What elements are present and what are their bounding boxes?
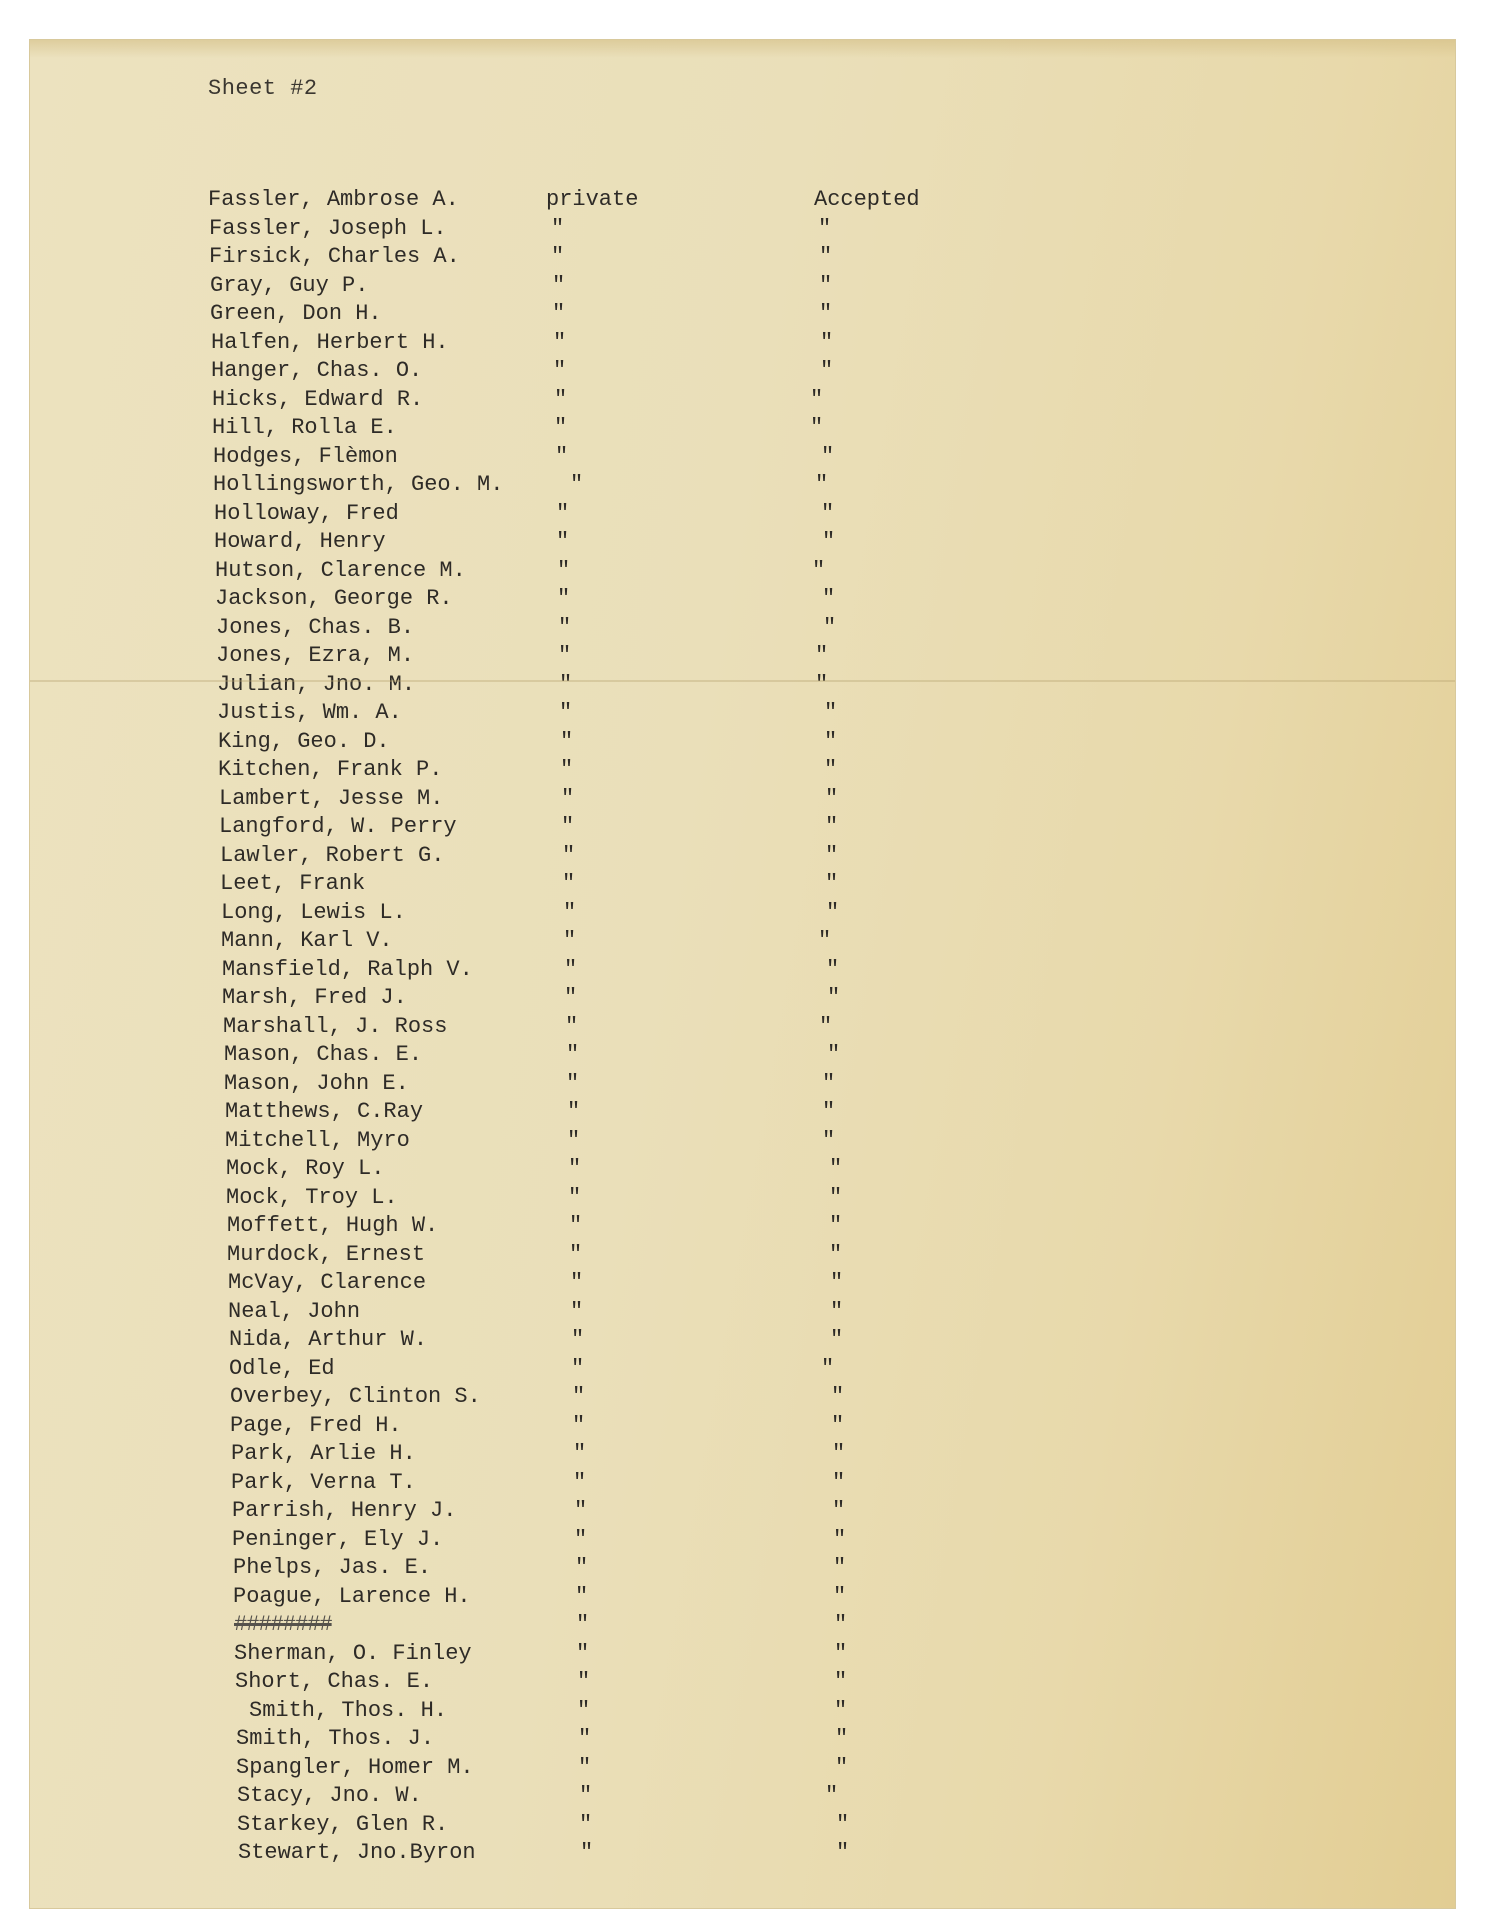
member-rank: " (575, 1583, 589, 1609)
member-status: " (829, 1241, 843, 1267)
member-name: Kitchen, Frank P. (218, 757, 443, 782)
member-rank: " (557, 557, 571, 583)
member-rank: private (546, 187, 639, 212)
member-status: " (822, 1127, 836, 1153)
member-name: Hill, Rolla E. (212, 415, 397, 440)
roster-row (208, 671, 1208, 700)
member-status: Accepted (814, 187, 920, 212)
roster-row (208, 1469, 1208, 1498)
member-status: " (820, 358, 834, 383)
member-name: Spangler, Homer M. (236, 1754, 474, 1780)
member-status: " (824, 757, 838, 782)
roster-row (208, 1383, 1208, 1412)
roster-row (208, 1668, 1208, 1697)
member-rank: " (560, 728, 574, 754)
roster-row (208, 614, 1208, 643)
member-rank: " (562, 842, 576, 868)
roster-list (208, 186, 1208, 1868)
roster-row (208, 243, 1208, 272)
roster-row (208, 1497, 1208, 1526)
member-rank: " (576, 1640, 590, 1666)
member-status: " (830, 1270, 844, 1295)
member-rank: " (554, 415, 568, 440)
member-rank: " (564, 985, 578, 1010)
member-name: Mitchell, Myro (225, 1127, 410, 1153)
member-rank: " (577, 1697, 591, 1723)
member-status: " (835, 1754, 849, 1780)
member-name: Mansfield, Ralph V. (222, 956, 473, 982)
roster-row (208, 585, 1208, 614)
member-name: Mann, Karl V. (221, 928, 393, 953)
member-name: Starkey, Glen R. (237, 1811, 449, 1837)
member-status: " (834, 1640, 848, 1666)
member-status: " (825, 814, 839, 839)
member-name: Marsh, Fred J. (222, 985, 407, 1010)
member-rank: " (556, 529, 570, 554)
member-rank: " (555, 443, 569, 469)
member-name: Jackson, George R. (215, 586, 453, 611)
member-name: Odle, Ed (229, 1355, 335, 1381)
roster-row (208, 1155, 1208, 1184)
member-name: Mason, Chas. E. (224, 1042, 423, 1067)
roster-row (208, 899, 1208, 928)
member-name: Marshall, J. Ross (223, 1013, 448, 1039)
member-status: " (827, 1042, 841, 1067)
roster-row (208, 1839, 1208, 1868)
member-name: Smith, Thos. H. (249, 1697, 448, 1723)
member-rank: " (572, 1412, 586, 1438)
member-status: " (826, 899, 840, 925)
member-rank: " (559, 671, 573, 697)
member-name: Matthews, C.Ray (225, 1099, 424, 1124)
member-status: " (822, 586, 836, 611)
roster-row (208, 1611, 1208, 1640)
member-status: " (819, 1013, 833, 1039)
member-name: Hodges, Flèmon (213, 443, 398, 469)
member-status: " (836, 1840, 850, 1865)
roster-row (208, 1640, 1208, 1669)
member-name: Halfen, Herbert H. (211, 329, 449, 355)
member-name: Park, Verna T. (231, 1469, 416, 1495)
member-status: " (826, 956, 840, 982)
member-name: Overbey, Clinton S. (230, 1384, 481, 1409)
roster-row (208, 1355, 1208, 1384)
member-name: Sherman, O. Finley (234, 1640, 472, 1666)
member-rank: " (570, 1270, 584, 1295)
roster-row (208, 1811, 1208, 1840)
member-status: " (834, 1612, 848, 1637)
member-status: " (832, 1441, 846, 1466)
member-status: " (823, 614, 837, 640)
member-status: " (833, 1526, 847, 1552)
roster-row (208, 842, 1208, 871)
roster-row (208, 642, 1208, 671)
member-status: " (832, 1469, 846, 1495)
roster-row (208, 300, 1208, 329)
roster-row (208, 984, 1208, 1013)
roster-row (208, 1412, 1208, 1441)
member-status: " (825, 842, 839, 868)
member-rank: " (561, 785, 575, 811)
member-rank: " (569, 1213, 583, 1238)
roster-row (208, 728, 1208, 757)
member-status: " (836, 1811, 850, 1837)
member-rank: " (574, 1498, 588, 1523)
member-name: Phelps, Jas. E. (233, 1555, 432, 1580)
roster-row (208, 471, 1208, 500)
roster-row (208, 329, 1208, 358)
roster-row (208, 1212, 1208, 1241)
member-status: " (822, 529, 836, 554)
member-rank: " (566, 1070, 580, 1096)
member-name: Gray, Guy P. (210, 272, 369, 298)
member-name: Moffett, Hugh W. (227, 1213, 439, 1238)
member-rank: " (567, 1127, 581, 1153)
roster-row (208, 870, 1208, 899)
member-status: " (831, 1412, 845, 1438)
member-name: Mock, Roy L. (226, 1156, 385, 1181)
roster-row (208, 1298, 1208, 1327)
member-rank: " (557, 586, 571, 611)
member-status: " (819, 272, 833, 298)
member-status: " (820, 329, 834, 355)
member-name: Parrish, Henry J. (232, 1498, 457, 1523)
member-rank: " (554, 386, 568, 412)
member-name: Jones, Ezra, M. (216, 643, 415, 668)
member-status: " (818, 215, 832, 241)
member-name: Green, Don H. (210, 301, 382, 326)
member-rank: " (558, 614, 572, 640)
paper-sheet (30, 40, 1455, 1908)
member-name: Fassler, Joseph L. (209, 215, 447, 241)
member-rank: " (556, 500, 570, 526)
roster-row (208, 357, 1208, 386)
member-name: Justis, Wm. A. (217, 700, 402, 725)
member-status: " (831, 1384, 845, 1409)
member-rank: " (579, 1783, 593, 1808)
member-rank: " (577, 1669, 591, 1694)
member-name: Long, Lewis L. (221, 899, 406, 925)
member-rank: " (568, 1156, 582, 1181)
member-status: " (822, 1099, 836, 1124)
member-name: Hollingsworth, Geo. M. (213, 472, 504, 497)
roster-row (208, 1440, 1208, 1469)
member-name: ######## (234, 1612, 332, 1637)
member-name: Jones, Chas. B. (216, 614, 415, 640)
member-rank: " (558, 643, 572, 668)
roster-row (208, 557, 1208, 586)
member-rank: " (571, 1327, 585, 1352)
member-rank: " (565, 1013, 579, 1039)
member-rank: " (551, 244, 565, 269)
member-name: Mason, John E. (224, 1070, 409, 1096)
roster-row (208, 1554, 1208, 1583)
roster-row (208, 1127, 1208, 1156)
sheet-label: Sheet #2 (208, 76, 318, 101)
member-rank: " (553, 329, 567, 355)
member-name: Stacy, Jno. W. (237, 1783, 422, 1808)
member-name: Lambert, Jesse M. (219, 785, 444, 811)
member-rank: " (563, 928, 577, 953)
member-status: " (822, 1070, 836, 1096)
member-name: Holloway, Fred (214, 500, 399, 526)
member-rank: " (573, 1469, 587, 1495)
roster-row (208, 1013, 1208, 1042)
member-rank: " (576, 1612, 590, 1637)
member-name: Murdock, Ernest (227, 1241, 426, 1267)
member-name: Hicks, Edward R. (212, 386, 424, 412)
roster-row (208, 1070, 1208, 1099)
member-rank: " (573, 1441, 587, 1466)
member-name: Hutson, Clarence M. (215, 557, 466, 583)
roster-row (208, 1041, 1208, 1070)
member-rank: " (578, 1726, 592, 1751)
member-status: " (821, 500, 835, 526)
member-name: Howard, Henry (214, 529, 386, 554)
member-status: " (810, 415, 824, 440)
member-rank: " (578, 1754, 592, 1780)
member-name: Lawler, Robert G. (220, 842, 445, 868)
member-status: " (812, 557, 826, 583)
member-status: " (821, 1355, 835, 1381)
roster-row (208, 785, 1208, 814)
member-rank: " (566, 1042, 580, 1067)
member-rank: " (552, 301, 566, 326)
member-name: Mock, Troy L. (226, 1184, 398, 1210)
member-rank: " (553, 358, 567, 383)
roster-row (208, 756, 1208, 785)
roster-row (208, 1269, 1208, 1298)
member-rank: " (559, 700, 573, 725)
roster-row (208, 1782, 1208, 1811)
member-rank: " (579, 1811, 593, 1837)
member-status: " (827, 985, 841, 1010)
member-rank: " (570, 1298, 584, 1324)
roster-row (208, 699, 1208, 728)
member-name: Leet, Frank (220, 871, 366, 896)
member-status: " (818, 928, 832, 953)
member-status: " (825, 1783, 839, 1808)
member-rank: " (572, 1384, 586, 1409)
roster-row (208, 386, 1208, 415)
member-name: Nida, Arthur W. (229, 1327, 428, 1352)
member-rank: " (568, 1184, 582, 1210)
roster-row (208, 956, 1208, 985)
roster-row (208, 1098, 1208, 1127)
roster-row (208, 1241, 1208, 1270)
member-name: Julian, Jno. M. (217, 671, 416, 697)
member-rank: " (563, 899, 577, 925)
member-status: " (819, 244, 833, 269)
member-rank: " (571, 1355, 585, 1381)
member-status: " (834, 1697, 848, 1723)
member-status: " (825, 785, 839, 811)
member-status: " (832, 1498, 846, 1523)
member-rank: " (560, 757, 574, 782)
roster-row (208, 272, 1208, 301)
member-status: " (829, 1184, 843, 1210)
member-rank: " (561, 814, 575, 839)
member-status: " (829, 1156, 843, 1181)
member-status: " (834, 1669, 848, 1694)
roster-row (208, 1697, 1208, 1726)
member-status: " (810, 386, 824, 412)
member-rank: " (580, 1840, 594, 1865)
member-name: Park, Arlie H. (231, 1441, 416, 1466)
member-rank: " (551, 215, 565, 241)
roster-row (208, 186, 1208, 215)
member-status: " (833, 1555, 847, 1580)
roster-row (208, 927, 1208, 956)
member-name: Fassler, Ambrose A. (208, 187, 459, 212)
member-rank: " (570, 472, 584, 497)
member-status: " (819, 301, 833, 326)
roster-row (208, 1754, 1208, 1783)
roster-row (208, 1583, 1208, 1612)
member-name: Langford, W. Perry (219, 814, 457, 839)
member-rank: " (569, 1241, 583, 1267)
member-rank: " (567, 1099, 581, 1124)
member-name: King, Geo. D. (218, 728, 390, 754)
member-status: " (833, 1583, 847, 1609)
roster-row (208, 215, 1208, 244)
member-status: " (830, 1298, 844, 1324)
roster-row (208, 813, 1208, 842)
member-status: " (829, 1213, 843, 1238)
roster-row (208, 528, 1208, 557)
member-name: Neal, John (228, 1298, 361, 1324)
member-status: " (835, 1726, 849, 1751)
roster-row (208, 500, 1208, 529)
member-name: Firsick, Charles A. (209, 244, 460, 269)
member-rank: " (574, 1526, 588, 1552)
member-status: " (821, 443, 835, 469)
roster-row (208, 1725, 1208, 1754)
member-rank: " (562, 871, 576, 896)
member-rank: " (552, 272, 566, 298)
member-status: " (830, 1327, 844, 1352)
roster-row (208, 414, 1208, 443)
roster-row (208, 1326, 1208, 1355)
member-status: " (815, 472, 829, 497)
member-name: Page, Fred H. (230, 1412, 402, 1438)
member-name: Hanger, Chas. O. (211, 358, 423, 383)
roster-row (208, 1184, 1208, 1213)
member-rank: " (575, 1555, 589, 1580)
member-status: " (825, 871, 839, 896)
roster-row (208, 1526, 1208, 1555)
member-rank: " (564, 956, 578, 982)
member-name: McVay, Clarence (228, 1270, 427, 1295)
member-name: Peninger, Ely J. (232, 1526, 444, 1552)
member-status: " (824, 700, 838, 725)
member-name: Smith, Thos. J. (236, 1726, 435, 1751)
member-status: " (824, 728, 838, 754)
member-name: Short, Chas. E. (235, 1669, 434, 1694)
member-status: " (815, 643, 829, 668)
member-name: Poague, Larence H. (233, 1583, 471, 1609)
member-name: Stewart, Jno.Byron (238, 1840, 476, 1865)
roster-row (208, 443, 1208, 472)
member-status: " (815, 671, 829, 697)
